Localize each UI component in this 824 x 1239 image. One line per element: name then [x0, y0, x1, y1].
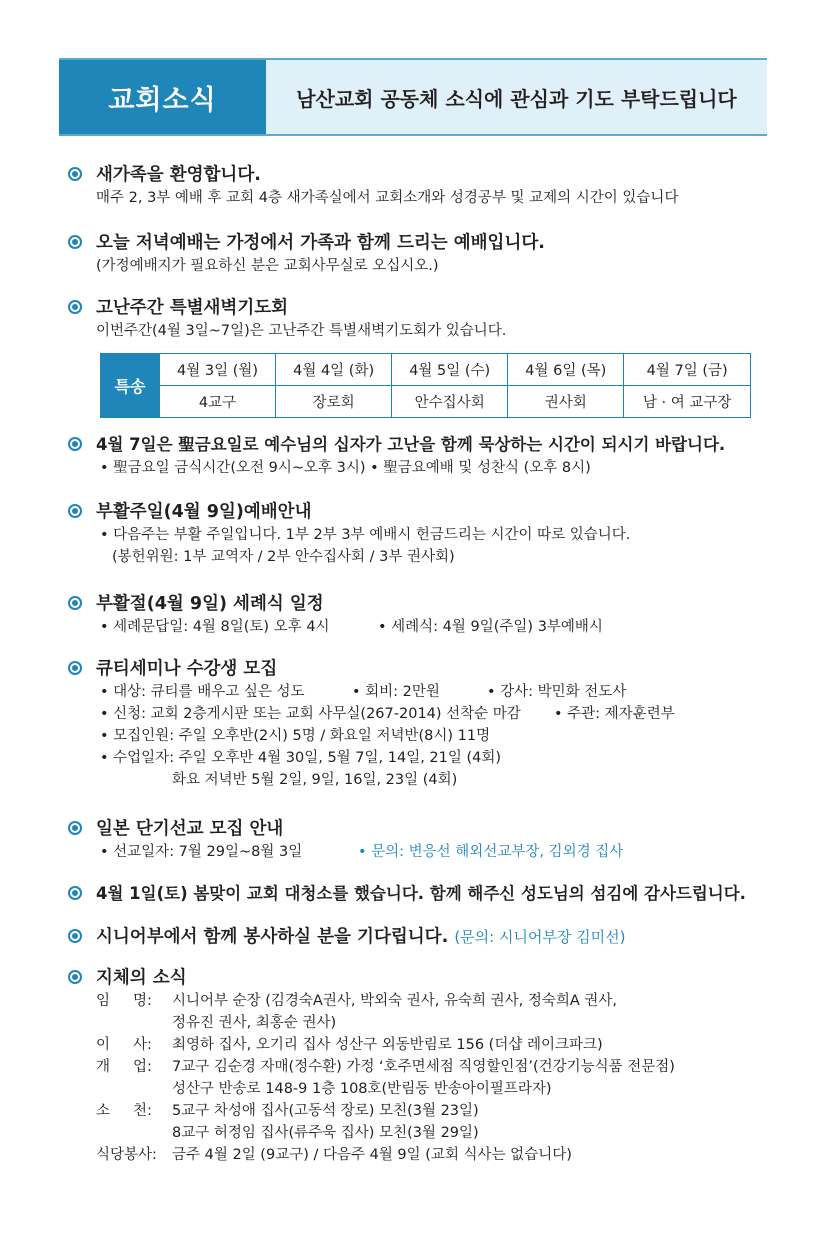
bullet-icon	[68, 929, 82, 943]
section-text: • 선교일자: 7월 29일~8월 3일	[100, 844, 303, 860]
table-row	[101, 386, 751, 418]
section-title: 일본 단기선교 모집 안내	[96, 819, 284, 839]
section-text: • 회비: 2만원	[352, 684, 440, 700]
section-title: 지체의 소식	[96, 968, 187, 988]
table-cell-group: 권사회	[508, 386, 624, 418]
special-song-schedule-table	[100, 353, 751, 418]
bullet-icon	[68, 886, 82, 900]
table-cell-date: 4월 6일 (목)	[508, 354, 624, 386]
section-easter-worship	[68, 500, 768, 568]
section-good-friday	[68, 433, 768, 479]
table-cell-date: 4월 4일 (화)	[276, 354, 392, 386]
table-cell-group: 장로회	[276, 386, 392, 418]
news-key: 소 천:	[96, 1103, 152, 1119]
news-text: 8교구 허정임 집사(류주욱 집사) 모친(3월 29일)	[172, 1125, 479, 1141]
header-banner	[59, 58, 767, 136]
section-title: 새가족을 환영합니다.	[96, 165, 261, 185]
table-label: 특송	[101, 354, 160, 418]
section-text: • 세례문답일: 4월 8일(토) 오후 4시	[100, 619, 330, 635]
section-new-family	[68, 163, 768, 209]
section-title: 부활절(4월 9일) 세례식 일정	[96, 594, 324, 614]
section-baptism	[68, 592, 768, 638]
news-text: 성산구 반송로 148-9 1층 108호(반림동 반송아이필프라자)	[172, 1081, 552, 1097]
table-cell-date: 4월 3일 (월)	[160, 354, 276, 386]
bullet-icon	[68, 661, 82, 675]
table-cell-group: 안수집사회	[392, 386, 508, 418]
news-item-business-opening	[68, 1056, 768, 1100]
section-text: • 신청: 교회 2층게시판 또는 교회 사무실(267-2014) 선착순 마감	[100, 706, 521, 722]
section-title: 4월 1일(토) 봄맞이 교회 대청소를 했습니다. 함께 해주신 성도님의 섬김에 감사드립니다.	[96, 884, 746, 903]
section-text: • 대상: 큐티를 배우고 싶은 성도	[100, 684, 305, 700]
table-cell-date: 4월 5일 (수)	[392, 354, 508, 386]
news-text: 금주 4월 2일 (9교구) / 다음주 4월 9일 (교회 식사는 없습니다)	[172, 1147, 572, 1163]
table-cell-date: 4월 7일 (금)	[624, 354, 751, 386]
section-text: 이번주간(4월 3일~7일)은 고난주간 특별새벽기도회가 있습니다.	[96, 323, 507, 339]
bullet-icon	[68, 821, 82, 835]
section-text: • 강사: 박민화 전도사	[487, 684, 627, 700]
news-text: 5교구 차성애 집사(고동석 장로) 모친(3월 23일)	[172, 1103, 479, 1119]
news-text: 시니어부 순장 (김경숙A권사, 박외숙 권사, 유숙희 권사, 정숙희A 권사,	[172, 993, 617, 1009]
section-text: • 주관: 제자훈련부	[554, 706, 675, 722]
section-title: 오늘 저녁예배는 가정에서 가족과 함께 드리는 예배입니다.	[96, 233, 545, 253]
section-title: 부활주일(4월 9일)예배안내	[96, 502, 312, 522]
news-text: 7교구 김순경 자매(정수환) 가정 ‘호주면세점 직영할인점’(건강기능식품 전문점)	[172, 1059, 675, 1075]
bullet-icon	[68, 300, 82, 314]
news-item-passing	[68, 1100, 768, 1144]
section-text: • 다음주는 부활 주일입니다. 1부 2부 3부 예배시 헌금드리는 시간이 따로 있습니다.	[100, 527, 631, 543]
table-cell-group: 4교구	[160, 386, 276, 418]
news-key: 식당봉사:	[96, 1147, 157, 1163]
bullet-icon	[68, 437, 82, 451]
news-item-kitchen-service	[68, 1144, 768, 1166]
news-text: 정유진 권사, 최홍순 권사)	[172, 1015, 337, 1031]
section-japan-mission	[68, 817, 768, 863]
table-row	[101, 354, 751, 386]
section-text: (봉헌위원: 1부 교역자 / 2부 안수집사회 / 3부 권사회)	[112, 549, 455, 565]
news-item-moving	[68, 1034, 768, 1056]
section-text: • 聖금요일 금식시간(오전 9시~오후 3시) • 聖금요예배 및 성찬식 (오후 8시)	[100, 460, 591, 476]
section-senior-volunteers	[68, 925, 768, 949]
section-title: 시니어부에서 함께 봉사하실 분을 기다립니다.	[96, 927, 449, 947]
bullet-icon	[68, 235, 82, 249]
bullet-icon	[68, 970, 82, 984]
contact-note: (문의: 시니어부장 김미선)	[454, 928, 626, 946]
news-key: 개 업:	[96, 1059, 152, 1075]
section-member-news	[68, 966, 768, 1166]
news-text: 최영하 집사, 오기리 집사 성산구 외동반림로 156 (더샵 레이크파크)	[172, 1037, 603, 1053]
section-qt-seminar	[68, 657, 768, 791]
bullet-icon	[68, 596, 82, 610]
section-evening-worship	[68, 231, 768, 277]
section-title: 큐티세미나 수강생 모집	[96, 659, 278, 679]
section-title: 고난주간 특별새벽기도회	[96, 298, 289, 318]
contact-text: • 문의: 변응선 해외선교부장, 김외경 집사	[358, 844, 624, 860]
section-text: • 세례식: 4월 9일(주일) 3부예배시	[378, 619, 603, 635]
bullet-icon	[68, 504, 82, 518]
section-text: 매주 2, 3부 예배 후 교회 4층 새가족실에서 교회소개와 성경공부 및 교제의 시간이 있습니다	[96, 190, 679, 206]
news-key: 이 사:	[96, 1037, 152, 1053]
bullet-icon	[68, 167, 82, 181]
page-title: 교회소식	[59, 60, 266, 134]
section-text: (가정예배지가 필요하신 분은 교회사무실로 오십시오.)	[96, 258, 439, 274]
section-text: 화요 저녁반 5월 2일, 9일, 16일, 23일 (4회)	[172, 772, 458, 788]
news-key: 임 명:	[96, 993, 152, 1009]
section-text: • 모집인원: 주일 오후반(2시) 5명 / 화요일 저녁반(8시) 11명	[100, 728, 491, 744]
page-subtitle: 남산교회 공동체 소식에 관심과 기도 부탁드립니다	[296, 86, 737, 111]
section-text: • 수업일자: 주일 오후반 4월 30일, 5월 7일, 14일, 21일 (4회)	[100, 750, 502, 766]
section-title: 4월 7일은 聖금요일로 예수님의 십자가 고난을 함께 묵상하는 시간이 되시기 바랍니다.	[96, 435, 726, 454]
section-spring-cleaning	[68, 882, 768, 906]
section-holy-week-prayer	[68, 296, 768, 342]
news-item-appointment	[68, 990, 768, 1034]
table-cell-group: 남 · 여 교구장	[624, 386, 751, 418]
